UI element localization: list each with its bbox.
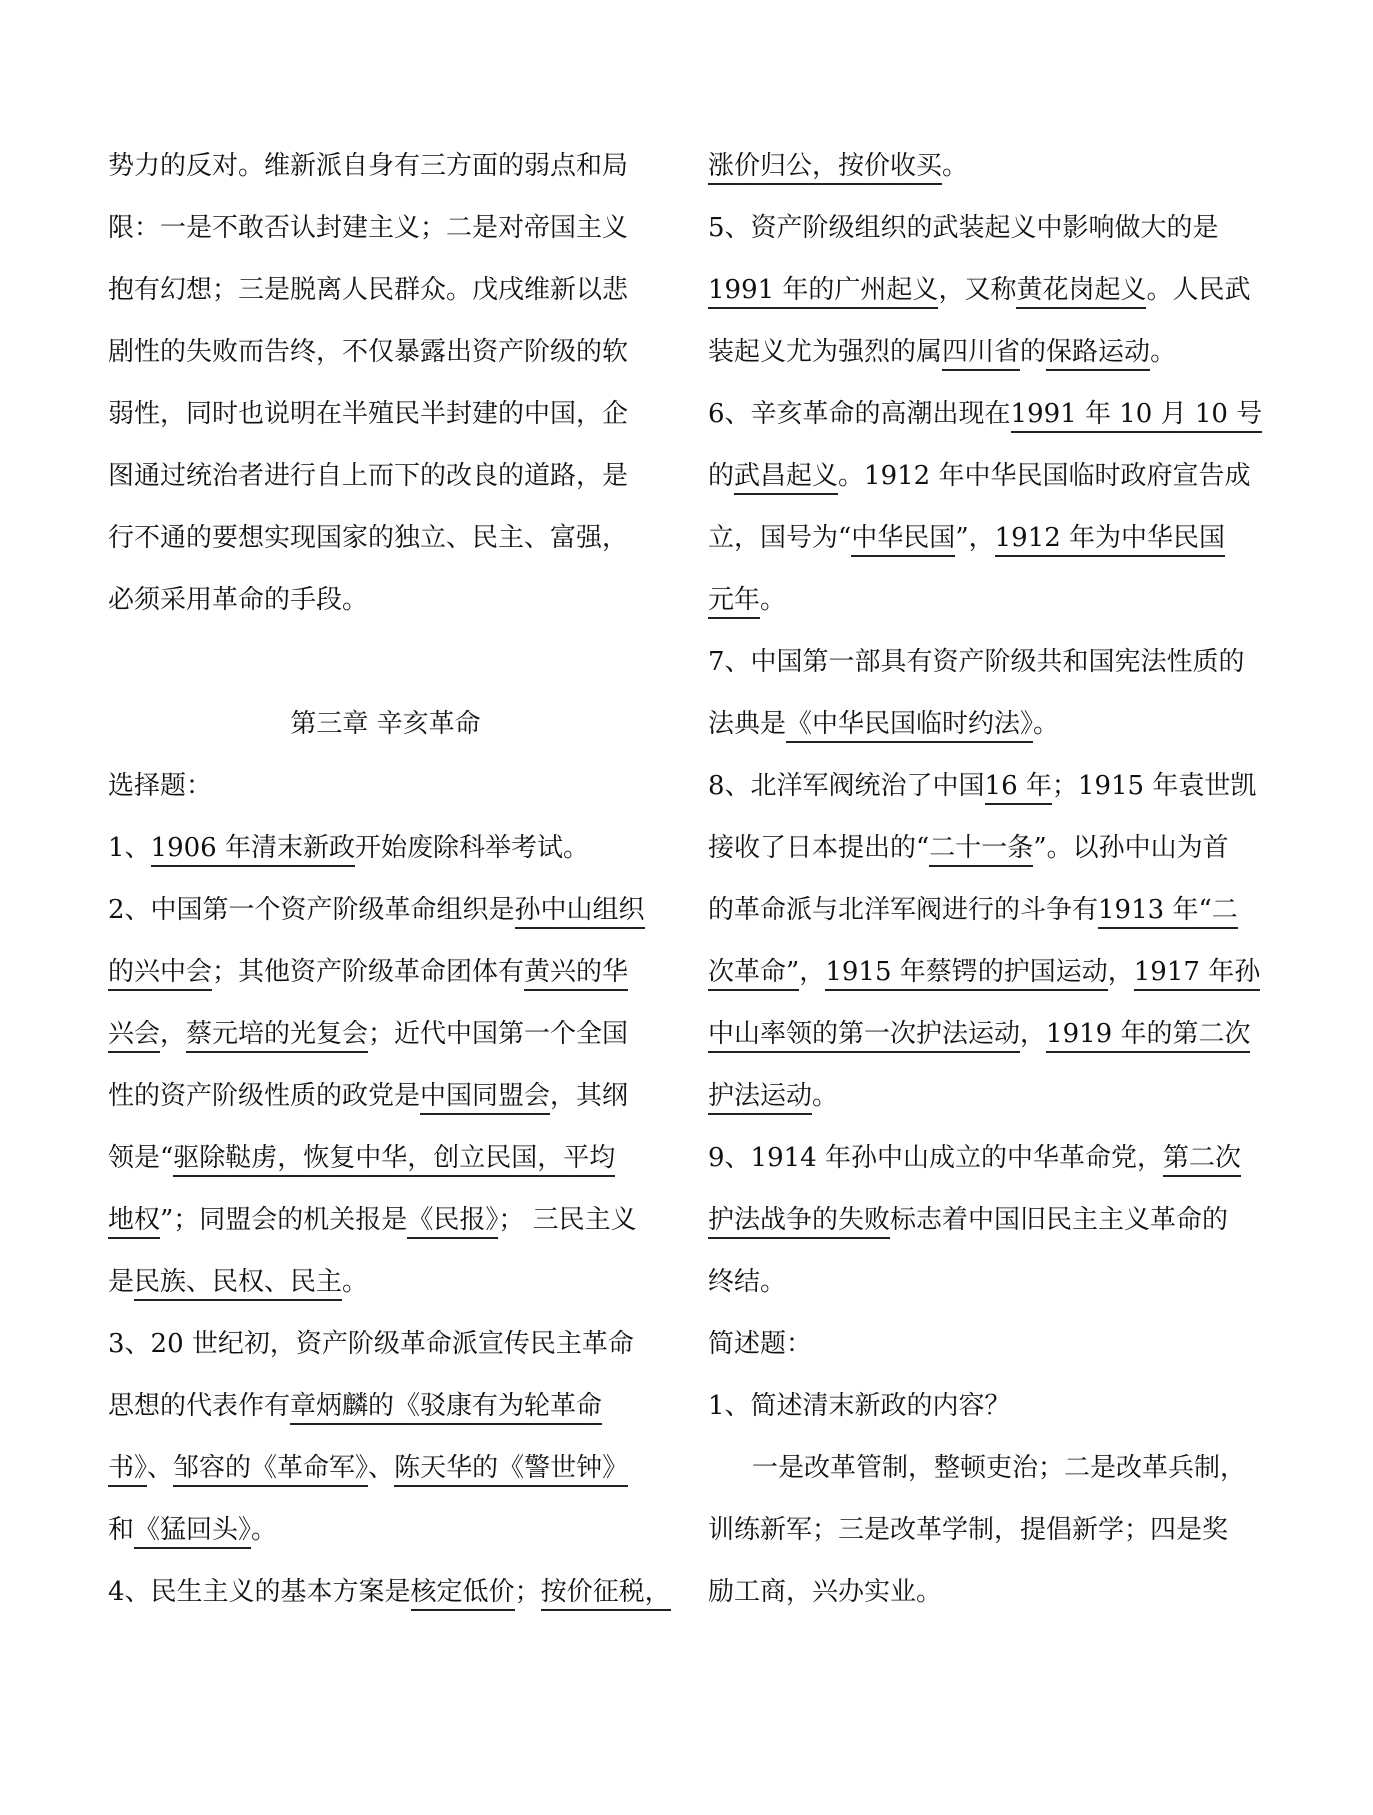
text-run: 。 [812,1081,839,1111]
text-line: 行不通的要想实现国家的独立、民主、富强， [108,523,629,553]
underlined-answer: 中华民国 [851,523,955,557]
underlined-answer: 章炳麟的《驳康有为轮革命 [290,1391,602,1425]
text-line: 图通过统治者进行自上而下的改良的道路，是 [108,461,629,491]
underlined-answer: 书》 [108,1453,147,1487]
underlined-answer: 中山率领的第一次护法运动 [708,1019,1020,1053]
underlined-answer: 16 年 [985,771,1052,805]
text-run: ， [1107,957,1134,987]
underlined-answer: 护法运动 [708,1081,812,1115]
left-column [108,135,671,1623]
question-6-line [708,445,1268,507]
text-run: ”；同盟会的机关报是 [160,1205,408,1235]
underlined-answer: 孙中山组织 [515,895,645,929]
underlined-answer: 兴会 [108,1019,160,1053]
spacer [108,631,663,693]
question-5-line: 5、资产阶级组织的武装起义中影响做大的是 [708,213,1219,243]
text-run: 。人民武 [1146,275,1251,305]
text-line: 必须采用革命的手段。 [108,585,369,615]
question-3-line: 3、20 世纪初，资产阶级革命派宣传民主革命 [108,1329,634,1359]
text-run: 性的资产阶级性质的政党是 [108,1081,421,1111]
underlined-answer: 1915 年蔡锷的护国运动 [825,957,1107,991]
text-run: ； 三民主义 [498,1205,637,1235]
question-2-line [108,879,663,941]
text-run: 。 [342,1267,369,1297]
text-run: ， [160,1019,187,1049]
underlined-answer: 1991 年 10 月 10 号 [1011,399,1263,433]
question-8-line [708,1065,1268,1127]
text-run: 和 [108,1515,135,1545]
underlined-answer: 1912 年为中华民国 [995,523,1225,557]
question-9-line: 终结。 [708,1267,787,1297]
underlined-answer: 1919 年的第二次 [1046,1019,1250,1053]
answer-line: 训练新军；三是改革学制，提倡新学；四是奖 [708,1515,1229,1545]
question-8-line [708,817,1268,879]
text-line: 弱性，同时也说明在半殖民半封建的中国，企 [108,399,629,429]
text-run: ， [799,957,826,987]
text-line: 势力的反对。维新派自身有三方面的弱点和局 [108,151,629,181]
text-run: ；其他资产阶级革命团体有 [212,957,525,987]
underlined-answer: 武昌起义 [734,461,838,495]
question-8-line [708,1003,1268,1065]
underlined-answer: 次革命” [708,957,799,991]
text-run: 。 [1033,709,1060,739]
answer-line: 励工商，兴办实业。 [708,1577,943,1607]
question-7-line: 7、中国第一部具有资产阶级共和国宪法性质的 [708,647,1245,677]
text-run: 8、北洋军阀统治了中国 [708,771,985,801]
underlined-answer: 黄花岗起义 [1016,275,1146,309]
underlined-answer: 涨价归公，按价收买 [708,151,942,185]
text-run: 的 [708,461,735,491]
text-line: 抱有幻想；三是脱离人民群众。戊戌维新以悲 [108,275,629,305]
text-line: 限：一是不敢否认封建主义；二是对帝国主义 [108,213,629,243]
text-run: 。 [760,585,787,615]
text-run: 9、1914 年孙中山成立的中华革命党， [708,1143,1163,1173]
underlined-answer: 元年 [708,585,760,619]
underlined-answer: 《中华民国临时约法》 [786,709,1033,743]
underlined-answer: 蔡元培的光复会 [186,1019,368,1053]
text-run: ； [514,1577,541,1607]
question-2-line [108,1251,663,1313]
question-3-line [108,1375,663,1437]
text-run: ”， [955,523,995,553]
underlined-answer: 民族、民权、民主 [134,1267,342,1301]
section-heading: 选择题： [108,771,213,801]
question-4-line [108,1561,671,1623]
question-2-line [108,1065,663,1127]
text-run: 思想的代表作有 [108,1391,291,1421]
underlined-answer: 《猛回头》 [134,1515,251,1549]
underlined-answer: 驱除鞑虏，恢复中华，创立民国，平均 [173,1143,615,1177]
underlined-answer: 护法战争的失败 [708,1205,890,1239]
text-run: 的革命派与北洋军阀进行的斗争有 [708,895,1099,925]
question-3-line [108,1437,663,1499]
question-5-line [708,321,1268,383]
underlined-answer: 中国同盟会 [420,1081,550,1115]
underlined-answer: 二十一条 [929,833,1033,867]
underlined-answer: 《民报》 [407,1205,498,1239]
text-run: 4、民生主义的基本方案是 [108,1577,411,1607]
chapter-title: 第三章 辛亥革命 [290,709,481,739]
text-run: ，又称 [938,275,1017,305]
text-run: 1、 [108,833,151,863]
text-run: ；1915 年袁世凯 [1051,771,1257,801]
text-run: 。 [1150,337,1177,367]
question-6-line [708,507,1268,569]
text-run: 接收了日本提出的“ [708,833,930,863]
text-run: 、 [368,1453,395,1483]
underlined-answer: 地权 [108,1205,160,1239]
section-heading: 简述题： [708,1329,813,1359]
short-question-1: 1、简述清末新政的内容？ [708,1391,1011,1421]
text-run: 。 [942,151,969,181]
text-run: 6、辛亥革命的高潮出现在 [708,399,1011,429]
question-2-line [108,1003,663,1065]
text-run: 开始废除科举考试。 [354,833,589,863]
text-line: 剧性的失败而告终，不仅暴露出资产阶级的软 [108,337,629,367]
text-run: 。 [251,1515,278,1545]
underlined-answer: 的兴中会 [108,957,212,991]
underlined-answer: 邹容的《革命军》 [173,1453,368,1487]
question-6-line [708,383,1268,445]
text-run: 。1912 年中华民国临时政府宣告成 [838,461,1251,491]
question-2-line [108,941,663,1003]
question-2-line [108,1189,663,1251]
underlined-answer: 四川省 [942,337,1020,371]
question-8-line [708,941,1268,1003]
question-3-line [108,1499,663,1561]
right-column [708,135,1268,1623]
text-run: 领是“ [108,1143,174,1173]
underlined-answer: 保路运动 [1046,337,1150,371]
text-run: 装起义尤为强烈的属 [708,337,943,367]
underlined-answer: 1906 年清末新政 [151,833,355,867]
answer-line: 一是改革管制，整顿吏治；二是改革兵制， [752,1453,1247,1483]
text-run: 立，国号为“ [708,523,852,553]
underlined-answer: 黄兴的华 [524,957,628,991]
underlined-answer: 第二次 [1163,1143,1241,1177]
question-1 [108,817,663,879]
text-run: 、 [147,1453,174,1483]
question-8-line [708,879,1268,941]
text-run: ， [1020,1019,1047,1049]
question-9-line [708,1189,1268,1251]
underlined-answer: 1913 年“二 [1098,895,1238,929]
question-9-line [708,1127,1268,1189]
text-run: ”。以孙中山为首 [1033,833,1229,863]
text-run: 法典是 [708,709,787,739]
question-5-line [708,259,1268,321]
underlined-answer: 核定低价 [411,1577,515,1611]
question-6-line [708,569,1268,631]
question-7-line [708,693,1268,755]
text-run: 的 [1020,337,1047,367]
underlined-answer: 1917 年孙 [1134,957,1260,991]
text-run: ；近代中国第一个全国 [368,1019,629,1049]
text-run: 2、中国第一个资产阶级革命组织是 [108,895,515,925]
question-2-line [108,1127,663,1189]
underlined-answer: 按价征税， [541,1577,671,1611]
question-8-line [708,755,1268,817]
underlined-answer: 1991 年的广州起义 [708,275,938,309]
question-4-line [708,135,1268,197]
underlined-answer: 陈天华的《警世钟》 [394,1453,628,1487]
text-run: 是 [108,1267,135,1297]
text-run: 标志着中国旧民主主义革命的 [890,1205,1229,1235]
text-run: ，其纲 [550,1081,629,1111]
